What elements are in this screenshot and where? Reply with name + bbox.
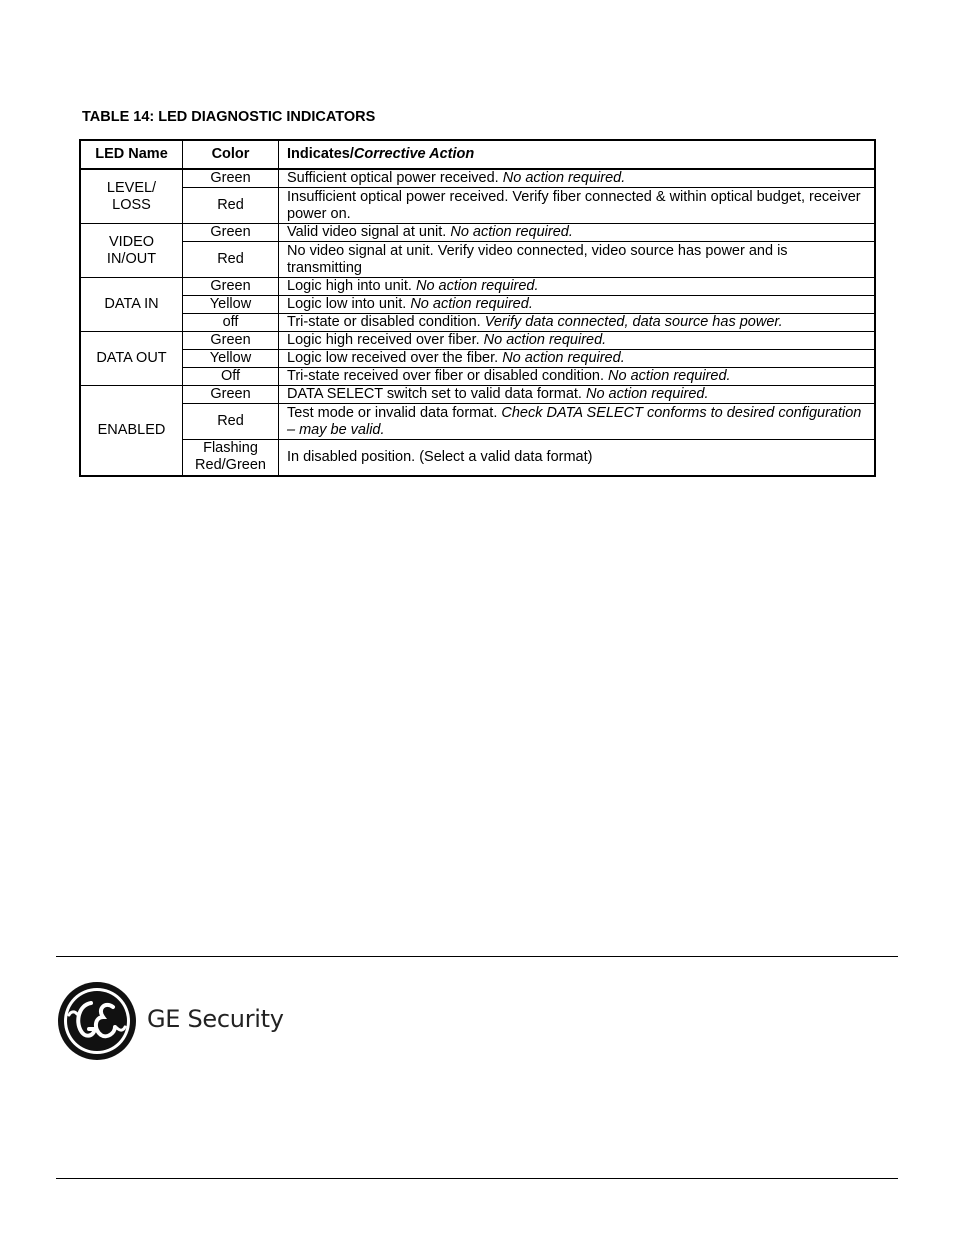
table-row	[80, 224, 875, 242]
led-color: Green	[183, 386, 279, 404]
led-name-data-out: DATA OUT	[80, 332, 183, 386]
led-color: Red	[183, 404, 279, 440]
led-indication: Insufficient optical power received. Verify fiber connected & within optical budget, receiver power on.	[279, 188, 876, 224]
table-row	[80, 350, 875, 368]
table-row	[80, 386, 875, 404]
led-color: Green	[183, 332, 279, 350]
led-name-enabled: ENABLED	[80, 386, 183, 476]
led-color: Green	[183, 224, 279, 242]
led-diagnostic-table	[79, 139, 876, 477]
header-led-name: LED Name	[80, 140, 183, 169]
header-indicates: Indicates/Corrective Action	[279, 140, 876, 169]
led-indication: Logic high received over fiber. No action required.	[279, 332, 876, 350]
table-row	[80, 296, 875, 314]
brand-name: GE Security	[147, 1005, 284, 1033]
table-row	[80, 314, 875, 332]
led-name-data-in: DATA IN	[80, 278, 183, 332]
table-row	[80, 242, 875, 278]
header-color: Color	[183, 140, 279, 169]
led-color: Red	[183, 188, 279, 224]
led-indication: Tri-state or disabled condition. Verify data connected, data source has power.	[279, 314, 876, 332]
led-name-level-loss: LEVEL/ LOSS	[80, 169, 183, 224]
led-color: Green	[183, 278, 279, 296]
table-row	[80, 332, 875, 350]
led-color: Red	[183, 242, 279, 278]
led-indication: No video signal at unit. Verify video connected, video source has power and is transmitting	[279, 242, 876, 278]
table-row	[80, 440, 875, 476]
led-color: Yellow	[183, 296, 279, 314]
led-color: Green	[183, 169, 279, 188]
table-caption: TABLE 14: LED DIAGNOSTIC INDICATORS	[82, 109, 376, 125]
table-header-row	[80, 140, 875, 169]
led-color: Yellow	[183, 350, 279, 368]
led-name-video: VIDEO IN/OUT	[80, 224, 183, 278]
led-color: Off	[183, 368, 279, 386]
table-row	[80, 404, 875, 440]
led-color: Flashing Red/Green	[183, 440, 279, 476]
led-indication: Logic low received over the fiber. No action required.	[279, 350, 876, 368]
led-indication: Logic low into unit. No action required.	[279, 296, 876, 314]
led-indication: Valid video signal at unit. No action required.	[279, 224, 876, 242]
led-indication: Tri-state received over fiber or disabled condition. No action required.	[279, 368, 876, 386]
footer-rule-top	[56, 956, 898, 957]
led-indication: Logic high into unit. No action required.	[279, 278, 876, 296]
table-row	[80, 169, 875, 188]
led-indication: Sufficient optical power received. No action required.	[279, 169, 876, 188]
table-row	[80, 368, 875, 386]
table-row	[80, 188, 875, 224]
led-indication: Test mode or invalid data format. Check DATA SELECT conforms to desired configuration – may be valid.	[279, 404, 876, 440]
ge-monogram-icon	[57, 981, 137, 1061]
footer-rule-bottom	[56, 1178, 898, 1179]
led-indication: DATA SELECT switch set to valid data format. No action required.	[279, 386, 876, 404]
table-row	[80, 278, 875, 296]
led-indication: In disabled position. (Select a valid data format)	[279, 440, 876, 476]
led-color: off	[183, 314, 279, 332]
